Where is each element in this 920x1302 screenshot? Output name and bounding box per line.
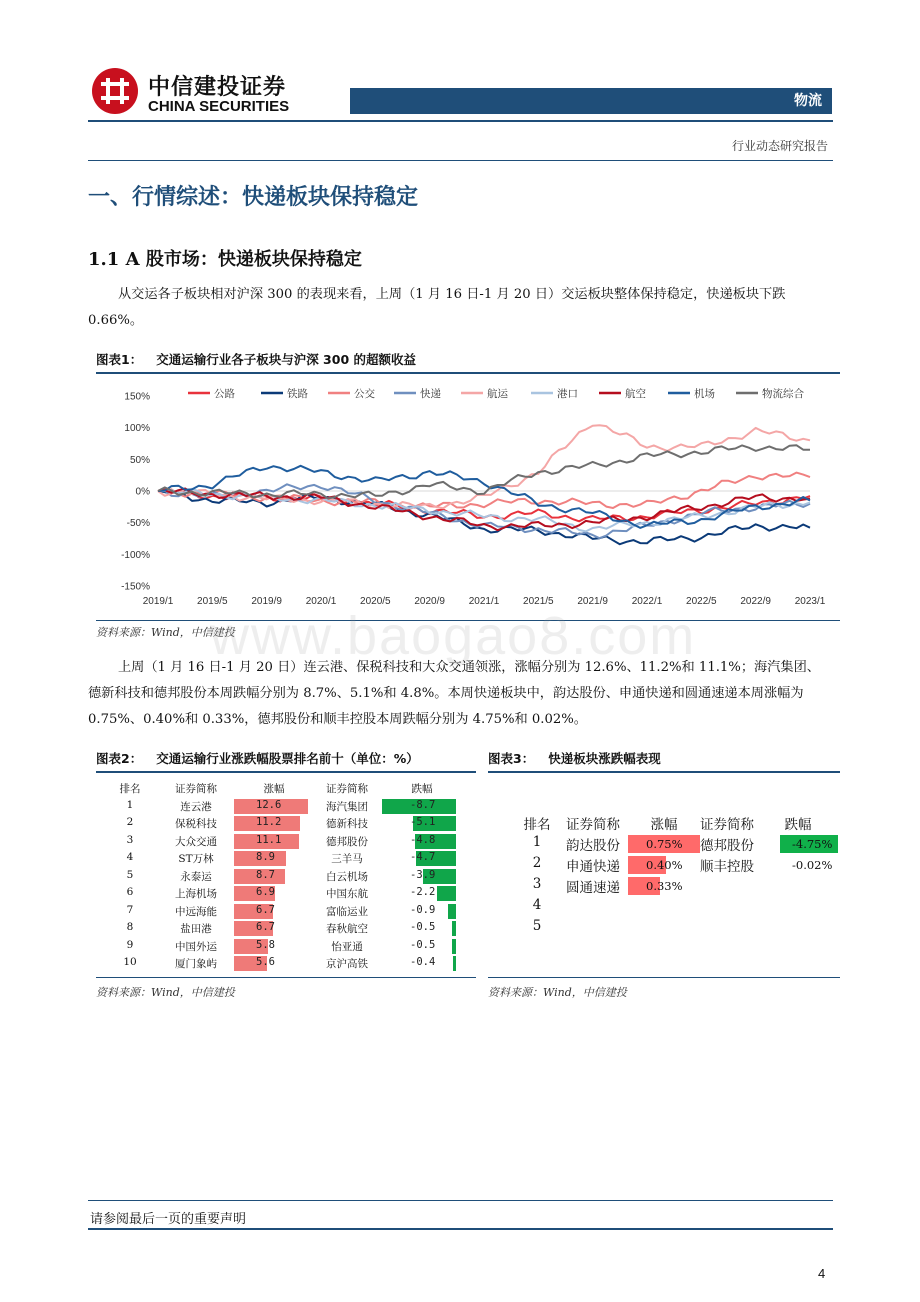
gainer-name: 韵达股份 bbox=[566, 838, 620, 854]
header-name-down: 证券简称 bbox=[326, 783, 368, 795]
loser-name: 怡亚通 bbox=[331, 940, 363, 953]
header-loss: 跌幅 bbox=[411, 783, 433, 795]
subheader-divider bbox=[88, 160, 833, 161]
gain-value: 6.7 bbox=[256, 903, 275, 916]
loser-name: 京沪高铁 bbox=[326, 958, 368, 970]
loss-bar bbox=[448, 904, 456, 919]
y-tick-label: -150% bbox=[121, 581, 150, 593]
loser-name: 白云机场 bbox=[326, 870, 368, 883]
figure1-title-text: 交通运输行业各子板块与沪深 300 的超额收益 bbox=[156, 352, 417, 367]
loss-value: -2.2 bbox=[410, 886, 436, 898]
table-row bbox=[96, 955, 476, 973]
loser-name: 德新科技 bbox=[326, 818, 368, 830]
header-gain: 涨幅 bbox=[263, 783, 285, 795]
figure1-label: 图表1： bbox=[96, 352, 143, 367]
table-header-row bbox=[96, 780, 476, 798]
gainer-name: 大众交通 bbox=[175, 835, 217, 848]
legend-label: 快递 bbox=[420, 388, 441, 400]
figure2-top-rule bbox=[96, 771, 476, 773]
figure1-title bbox=[96, 350, 416, 368]
figure2-title-text: 交通运输行业涨跌幅股票排名前十（单位：%） bbox=[156, 751, 419, 766]
table-row bbox=[96, 868, 476, 886]
table-row bbox=[96, 920, 476, 938]
x-tick-label: 2023/1 bbox=[794, 596, 826, 607]
x-tick-label: 2021/9 bbox=[577, 596, 608, 607]
gain-value: 0.75% bbox=[646, 837, 683, 851]
company-logo-icon bbox=[92, 68, 138, 114]
legend-label: 物流综合 bbox=[762, 388, 804, 400]
gain-value: 11.1 bbox=[256, 833, 282, 846]
table-row bbox=[96, 815, 476, 833]
gain-value: 0.40% bbox=[646, 858, 683, 872]
gainer-name: 永泰运 bbox=[180, 870, 212, 883]
rank-cell: 3 bbox=[532, 876, 542, 892]
x-tick-label: 2021/5 bbox=[523, 596, 554, 607]
top10-movers-table bbox=[96, 780, 476, 973]
express-sector-table bbox=[520, 812, 840, 938]
loss-value: -4.75% bbox=[792, 837, 833, 851]
header-name-up: 证券简称 bbox=[566, 817, 620, 833]
figure2-label: 图表2： bbox=[96, 751, 143, 766]
loss-bar bbox=[453, 956, 456, 971]
gain-value: 5.8 bbox=[256, 938, 275, 951]
rank-cell: 9 bbox=[126, 938, 134, 951]
chart-series bbox=[158, 425, 810, 544]
loss-value: -4.8 bbox=[410, 833, 436, 846]
rank-cell: 3 bbox=[126, 833, 134, 846]
x-tick-label: 2019/1 bbox=[142, 596, 174, 607]
table-row bbox=[96, 938, 476, 956]
x-tick-label: 2021/1 bbox=[468, 596, 500, 607]
figure1-top-rule bbox=[96, 372, 840, 374]
footer-bottom-rule bbox=[88, 1228, 833, 1230]
rank-cell: 2 bbox=[532, 855, 542, 871]
y-tick-label: 50% bbox=[129, 454, 150, 466]
legend-label: 航空 bbox=[625, 388, 646, 400]
rank-cell: 2 bbox=[126, 816, 134, 828]
loss-bar bbox=[452, 921, 456, 936]
subsection-heading: 1.1 A 股市场：快递板块保持稳定 bbox=[88, 249, 362, 270]
loss-value: -0.5 bbox=[410, 921, 436, 933]
figure3-source: 资料来源：Wind，中信建投 bbox=[488, 986, 627, 999]
gain-value: 8.9 bbox=[256, 851, 275, 863]
loss-value: -3.9 bbox=[410, 868, 436, 881]
gainer-name: 申通快递 bbox=[566, 859, 620, 875]
loser-name: 顺丰控股 bbox=[700, 859, 754, 875]
legend-label: 航运 bbox=[487, 388, 508, 400]
table-header-row bbox=[520, 812, 840, 833]
figure3-title-text: 快递板块涨跌幅表现 bbox=[548, 751, 661, 766]
loss-value: -0.4 bbox=[410, 956, 436, 968]
rank-cell: 7 bbox=[126, 903, 134, 916]
loser-name: 德邦股份 bbox=[326, 835, 368, 848]
legend-label: 铁路 bbox=[287, 388, 308, 400]
loser-name: 富临运业 bbox=[326, 905, 368, 918]
loser-name: 德邦股份 bbox=[700, 838, 754, 854]
figure2-title bbox=[96, 749, 419, 767]
chart-legend bbox=[188, 387, 804, 400]
rank-cell: 5 bbox=[126, 868, 134, 881]
gainer-name: 中国外运 bbox=[175, 940, 217, 953]
loss-bar bbox=[437, 886, 456, 901]
excess-return-line-chart bbox=[96, 376, 840, 616]
loss-value: -8.7 bbox=[410, 798, 436, 811]
table-row bbox=[520, 854, 840, 875]
logo-mark-icon bbox=[92, 68, 138, 114]
company-name-en: CHINA SECURITIES bbox=[148, 98, 290, 115]
series-line bbox=[158, 445, 810, 498]
watermark: www.baogao8.com bbox=[210, 606, 697, 666]
rank-cell: 1 bbox=[532, 834, 542, 850]
x-tick-label: 2022/5 bbox=[686, 596, 717, 607]
gain-value: 5.6 bbox=[256, 956, 275, 968]
header-rank: 排名 bbox=[523, 817, 551, 833]
gainer-name: 中远海能 bbox=[175, 905, 217, 918]
figure2-source: 资料来源：Wind，中信建投 bbox=[96, 986, 235, 999]
loss-value: -4.7 bbox=[410, 851, 436, 863]
table-row bbox=[520, 833, 840, 854]
loser-name: 三羊马 bbox=[331, 853, 363, 865]
loss-value: -0.9 bbox=[410, 903, 436, 916]
x-tick-label: 2020/5 bbox=[360, 596, 391, 607]
x-tick-label: 2022/1 bbox=[631, 596, 663, 607]
gainer-name: 保税科技 bbox=[175, 818, 217, 830]
gainer-name: 圆通速递 bbox=[566, 880, 620, 896]
legend-label: 港口 bbox=[557, 388, 578, 400]
gain-value: 6.7 bbox=[256, 921, 275, 933]
table-row bbox=[520, 896, 840, 917]
loser-name: 中国东航 bbox=[326, 888, 368, 900]
x-tick-label: 2020/9 bbox=[414, 596, 445, 607]
figure3-title bbox=[488, 749, 661, 767]
gain-value: 12.6 bbox=[256, 798, 282, 811]
paragraph-1: 从交运各子板块相对沪深 300 的表现来看，上周（1 月 16 日-1 月 20 日）交运板块整体保持稳定，快递板块下跌 0.66%。 bbox=[88, 287, 786, 328]
disclaimer-note: 请参阅最后一页的重要声明 bbox=[90, 1212, 247, 1227]
page-number: 4 bbox=[818, 1266, 826, 1281]
rank-cell: 4 bbox=[532, 897, 542, 913]
figure2-bottom-rule bbox=[96, 977, 476, 978]
legend-label: 公交 bbox=[354, 388, 375, 400]
table-row bbox=[96, 850, 476, 868]
loss-value: -0.02% bbox=[792, 858, 833, 872]
gainer-name: 上海机场 bbox=[175, 888, 217, 900]
figure3-label: 图表3： bbox=[488, 751, 535, 766]
figure1-source: 资料来源：Wind，中信建投 bbox=[96, 626, 235, 639]
gainer-name: ST万林 bbox=[178, 853, 214, 865]
table-row bbox=[96, 833, 476, 851]
header-gain: 涨幅 bbox=[650, 817, 678, 833]
header-name-down: 证券简称 bbox=[700, 817, 754, 833]
gainer-name: 连云港 bbox=[180, 800, 212, 813]
y-tick-label: 0% bbox=[135, 486, 150, 498]
figure3-top-rule bbox=[488, 771, 840, 773]
legend-label: 机场 bbox=[694, 388, 715, 400]
loss-bar bbox=[452, 939, 456, 954]
table-row bbox=[96, 885, 476, 903]
header-name-up: 证券简称 bbox=[175, 783, 217, 795]
table-row bbox=[520, 917, 840, 938]
x-tick-label: 2022/9 bbox=[740, 596, 771, 607]
rank-cell: 1 bbox=[126, 798, 134, 811]
figure3-bottom-rule bbox=[488, 977, 840, 978]
loss-value: -5.1 bbox=[410, 816, 436, 828]
section-heading: 一、行情综述：快递板块保持稳定 bbox=[88, 185, 419, 210]
table-row bbox=[96, 798, 476, 816]
loser-name: 春秋航空 bbox=[326, 923, 368, 935]
company-name-cn: 中信建投证券 bbox=[148, 75, 287, 100]
header-divider bbox=[88, 120, 833, 122]
gain-value: 6.9 bbox=[256, 886, 275, 898]
rank-cell: 6 bbox=[126, 886, 134, 898]
x-tick-label: 2020/1 bbox=[305, 596, 337, 607]
gainer-name: 厦门象屿 bbox=[175, 958, 217, 970]
header-loss: 跌幅 bbox=[784, 817, 812, 833]
table-row bbox=[96, 903, 476, 921]
loser-name: 海汽集团 bbox=[326, 800, 368, 813]
y-tick-label: 150% bbox=[124, 391, 150, 403]
report-type: 行业动态研究报告 bbox=[731, 139, 828, 153]
table-row bbox=[520, 875, 840, 896]
paragraph-2: 上周（1 月 16 日-1 月 20 日）连云港、保税科技和大众交通领涨，涨幅分别为 12.6%、11.2%和 11.1%；海汽集团、德新科技和德邦股份本周跌幅分别为 8.7%、5.1%和 4.8%。本周快递板块中，韵达股份、申通快递和圆通速递本周涨幅为 0.75%、0.40%和 0.33%，德邦股份和顺丰控股本周跌幅分别为 4.75%和 0.02%。 bbox=[88, 660, 820, 727]
sector-banner: 物流 bbox=[350, 88, 832, 114]
gain-value: 8.7 bbox=[256, 868, 275, 881]
legend-label: 公路 bbox=[214, 388, 235, 400]
y-tick-label: -100% bbox=[121, 549, 150, 561]
gain-value: 11.2 bbox=[256, 816, 282, 828]
rank-cell: 5 bbox=[532, 918, 542, 934]
rank-cell: 10 bbox=[123, 956, 137, 968]
footer-top-rule bbox=[88, 1200, 833, 1201]
y-tick-label: -50% bbox=[126, 518, 150, 530]
rank-cell: 8 bbox=[126, 921, 134, 933]
x-tick-label: 2019/9 bbox=[251, 596, 282, 607]
header-rank: 排名 bbox=[119, 783, 141, 795]
rank-cell: 4 bbox=[126, 851, 134, 863]
loss-value: -0.5 bbox=[410, 938, 436, 951]
y-tick-label: 100% bbox=[124, 423, 150, 435]
gain-value: 0.33% bbox=[646, 879, 683, 893]
gainer-name: 盐田港 bbox=[180, 923, 212, 935]
x-tick-label: 2019/5 bbox=[197, 596, 228, 607]
